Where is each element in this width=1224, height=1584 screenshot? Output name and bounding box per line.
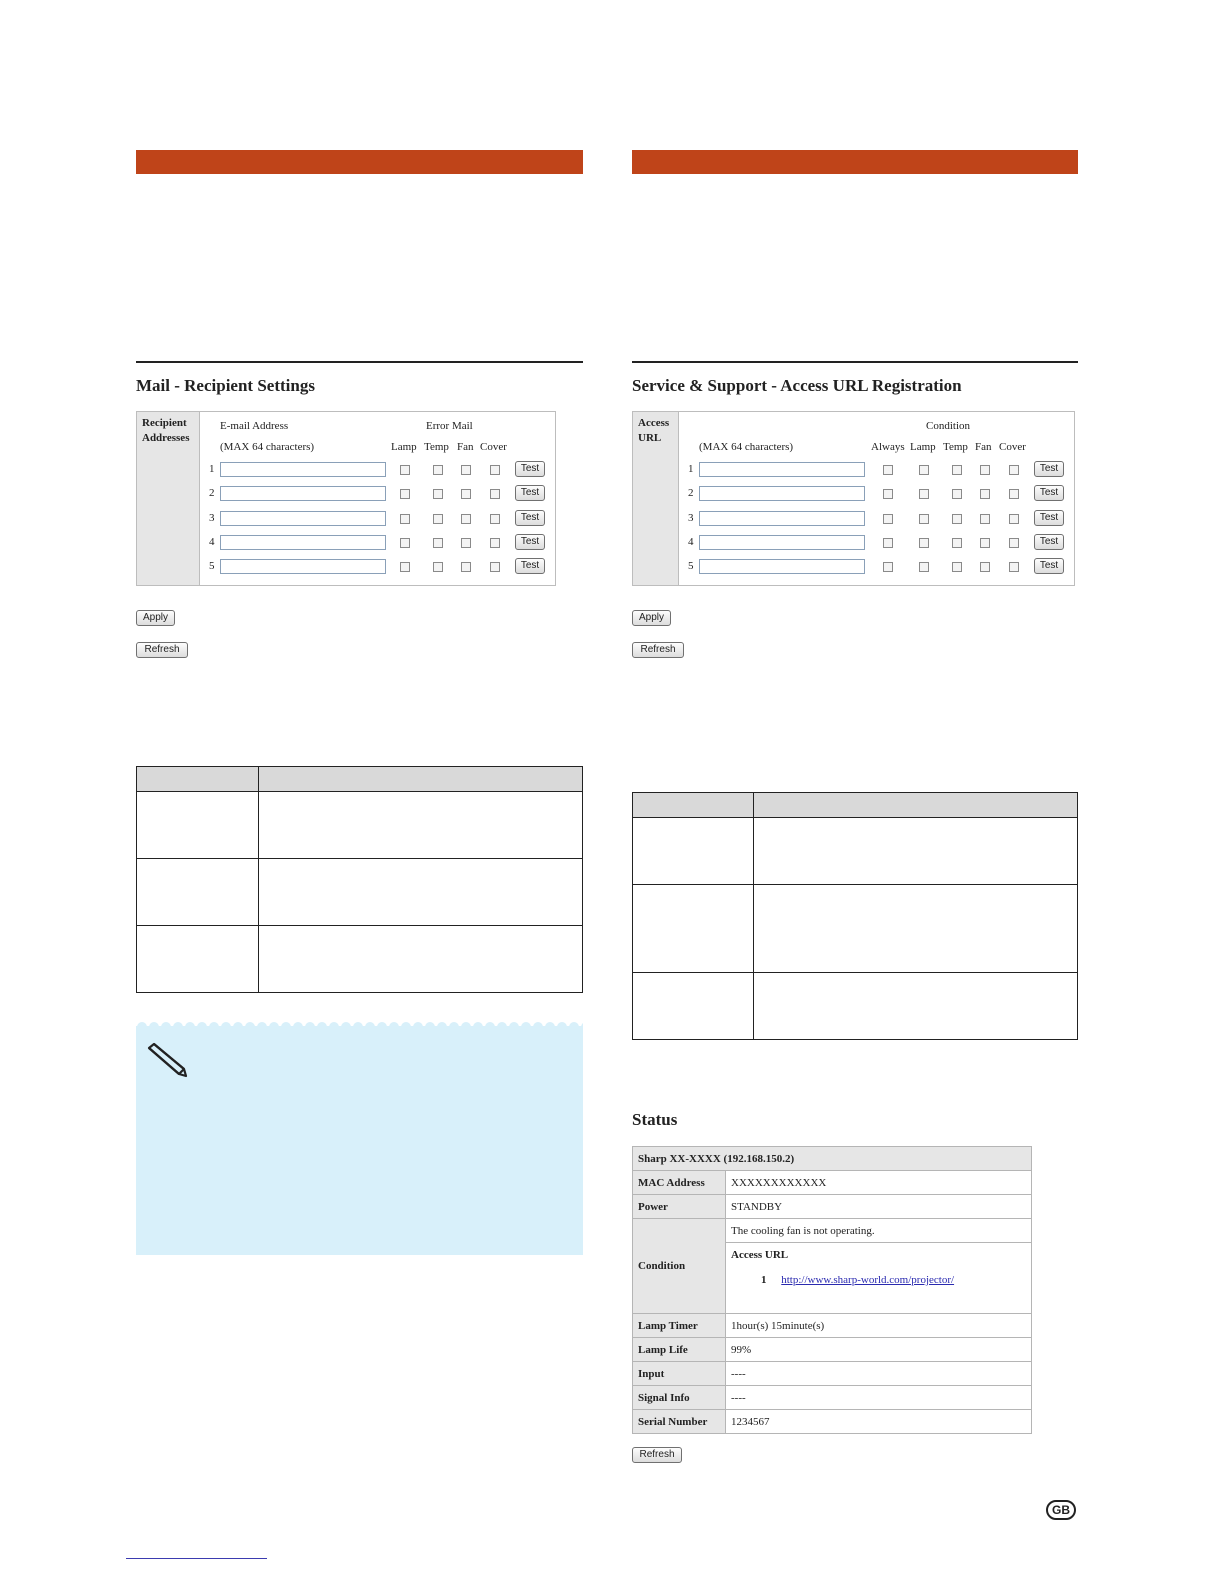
test-button[interactable]: Test (1034, 534, 1064, 550)
test-button[interactable]: Test (515, 558, 545, 574)
condition-checkbox[interactable] (980, 538, 990, 548)
condition-checkbox[interactable] (919, 538, 929, 548)
access-url-panel (632, 411, 1075, 586)
condition-checkbox[interactable] (1009, 538, 1019, 548)
condition-checkbox[interactable] (400, 538, 410, 548)
condition-checkbox[interactable] (461, 514, 471, 524)
email-address-field[interactable] (220, 535, 386, 550)
table-row (633, 1171, 1032, 1195)
table-row (633, 885, 1078, 973)
condition-checkbox[interactable] (980, 562, 990, 572)
table-cell (259, 792, 583, 859)
condition-checkbox[interactable] (461, 562, 471, 572)
table-cell (137, 792, 259, 859)
table-cell (754, 818, 1078, 885)
footer-line (126, 1558, 267, 1559)
lamp-timer-label: Lamp Timer (633, 1314, 726, 1338)
table-row (137, 792, 583, 859)
condition-checkbox[interactable] (433, 489, 443, 499)
condition-checkbox[interactable] (400, 514, 410, 524)
note-box (136, 1026, 583, 1255)
table-row (633, 1219, 1032, 1243)
table-cell (754, 973, 1078, 1040)
test-button[interactable]: Test (1034, 558, 1064, 574)
row-number: 1 (688, 463, 694, 475)
condition-label: Condition (633, 1219, 726, 1314)
email-address-field[interactable] (220, 559, 386, 574)
scallop-band (136, 1026, 583, 1030)
row-number: 1 (209, 463, 215, 475)
power-label: Power (633, 1195, 726, 1219)
right-description-table (632, 792, 1078, 1040)
condition-checkbox[interactable] (400, 489, 410, 499)
status-table (632, 1146, 1032, 1434)
check-column-header: Temp (943, 441, 968, 453)
condition-checkbox[interactable] (952, 538, 962, 548)
access-url-link[interactable]: http://www.sharp-world.com/projector/ (781, 1274, 955, 1286)
table-row (633, 973, 1078, 1040)
row-number: 2 (209, 487, 215, 500)
left-header-bar (136, 150, 583, 174)
test-button[interactable]: Test (515, 534, 545, 550)
status-refresh-button[interactable]: Refresh (632, 1447, 682, 1463)
condition-checkbox[interactable] (461, 538, 471, 548)
condition-checkbox[interactable] (461, 489, 471, 499)
table-cell (633, 973, 754, 1040)
input-value: ---- (726, 1362, 1032, 1386)
lamp-life-label: Lamp Life (633, 1338, 726, 1362)
badge-text: GB (1052, 1503, 1070, 1517)
signal-info-label: Signal Info (633, 1386, 726, 1410)
check-column-header: Cover (999, 441, 1026, 453)
table-header-row (137, 767, 583, 792)
right-refresh-button[interactable]: Refresh (632, 642, 684, 658)
table-row (633, 1147, 1032, 1171)
condition-checkbox[interactable] (1009, 465, 1019, 475)
test-button[interactable]: Test (515, 510, 545, 526)
condition-checkbox[interactable] (883, 514, 893, 524)
serial-number-value: 1234567 (726, 1410, 1032, 1434)
email-column-header: E-mail Address (220, 420, 289, 432)
access-url-field[interactable] (699, 559, 865, 574)
table-cell (137, 926, 259, 993)
table-cell (633, 818, 754, 885)
right-header-bar (632, 150, 1078, 174)
condition-checkbox[interactable] (952, 514, 962, 524)
access-url-field[interactable] (699, 486, 865, 501)
status-title: Status (632, 1110, 678, 1129)
row-number: 5 (209, 560, 215, 573)
check-column-header: Temp (424, 441, 449, 453)
lamp-life-value: 99% (726, 1338, 1032, 1362)
test-button[interactable]: Test (1034, 485, 1064, 501)
table-cell (754, 885, 1078, 973)
email-address-field[interactable] (220, 462, 386, 477)
condition-checkbox[interactable] (490, 489, 500, 499)
access-url-title: Service & Support - Access URL Registration (632, 376, 962, 395)
panel-label-line1: Recipient (142, 417, 187, 429)
test-button[interactable]: Test (1034, 461, 1064, 477)
serial-number-label: Serial Number (633, 1410, 726, 1434)
access-url-field[interactable] (699, 462, 865, 477)
input-label: Input (633, 1362, 726, 1386)
check-column-header: Fan (457, 441, 474, 453)
condition-value: The cooling fan is not operating. (726, 1219, 1032, 1243)
max-chars-note: (MAX 64 characters) (220, 441, 315, 453)
condition-checkbox[interactable] (490, 562, 500, 572)
access-url-cell (726, 1243, 1032, 1314)
left-section-rule (136, 361, 583, 363)
check-column-header: Fan (975, 441, 992, 453)
mac-value: XXXXXXXXXXXX (726, 1171, 1032, 1195)
condition-header: Condition (926, 420, 971, 432)
panel-label-line2: URL (638, 432, 662, 444)
condition-checkbox[interactable] (952, 489, 962, 499)
error-mail-header: Error Mail (426, 420, 473, 432)
condition-checkbox[interactable] (980, 514, 990, 524)
max-chars-note: (MAX 64 characters) (699, 441, 794, 453)
test-button[interactable]: Test (515, 485, 545, 501)
condition-checkbox[interactable] (400, 465, 410, 475)
table-row (633, 1410, 1032, 1434)
note-scallop-edge (136, 1020, 583, 1030)
access-url-label: Access URL (731, 1249, 789, 1261)
table-header-cell (633, 793, 754, 818)
table-row (633, 818, 1078, 885)
access-url-field[interactable] (699, 535, 865, 550)
status-header: Sharp XX-XXXX (192.168.150.2) (633, 1147, 1032, 1171)
language-badge (1046, 1500, 1076, 1520)
lamp-timer-value: 1hour(s) 15minute(s) (726, 1314, 1032, 1338)
row-number: 3 (209, 511, 215, 524)
row-number: 3 (688, 511, 694, 524)
right-section-rule (632, 361, 1078, 363)
table-header-cell (754, 793, 1078, 818)
condition-checkbox[interactable] (1009, 514, 1019, 524)
row-number: 4 (688, 535, 694, 548)
table-row (137, 859, 583, 926)
mail-settings-title: Mail - Recipient Settings (136, 376, 315, 395)
condition-checkbox[interactable] (433, 514, 443, 524)
row-number: 2 (688, 487, 694, 500)
condition-checkbox[interactable] (919, 514, 929, 524)
panel-label (633, 412, 679, 585)
mac-label: MAC Address (633, 1171, 726, 1195)
power-value: STANDBY (726, 1195, 1032, 1219)
table-row (633, 1362, 1032, 1386)
left-apply-button[interactable]: Apply (136, 610, 175, 626)
email-address-field[interactable] (220, 511, 386, 526)
table-cell (633, 885, 754, 973)
condition-checkbox[interactable] (490, 514, 500, 524)
table-row (633, 1314, 1032, 1338)
left-description-table (136, 766, 583, 993)
access-url-field[interactable] (699, 511, 865, 526)
table-row (633, 1195, 1032, 1219)
condition-checkbox[interactable] (400, 562, 410, 572)
condition-checkbox[interactable] (952, 465, 962, 475)
check-column-header: Lamp (910, 441, 936, 453)
panel-label-line2: Addresses (142, 432, 190, 444)
check-column-header: Lamp (391, 441, 417, 453)
condition-checkbox[interactable] (980, 489, 990, 499)
email-address-field[interactable] (220, 486, 386, 501)
condition-checkbox[interactable] (883, 465, 893, 475)
signal-info-value: ---- (726, 1386, 1032, 1410)
pencil-icon (144, 1042, 190, 1078)
row-number: 5 (688, 560, 694, 573)
condition-checkbox[interactable] (919, 562, 929, 572)
condition-checkbox[interactable] (883, 538, 893, 548)
test-button[interactable]: Test (1034, 510, 1064, 526)
table-cell (259, 926, 583, 993)
left-refresh-button[interactable]: Refresh (136, 642, 188, 658)
condition-checkbox[interactable] (883, 489, 893, 499)
condition-checkbox[interactable] (980, 465, 990, 475)
condition-checkbox[interactable] (919, 489, 929, 499)
panel-label-line1: Access (638, 417, 670, 429)
right-apply-button[interactable]: Apply (632, 610, 671, 626)
condition-checkbox[interactable] (919, 465, 929, 475)
table-cell (259, 859, 583, 926)
condition-checkbox[interactable] (433, 538, 443, 548)
condition-checkbox[interactable] (952, 562, 962, 572)
table-header-cell (259, 767, 583, 792)
mail-recipient-panel (136, 411, 556, 586)
condition-checkbox[interactable] (433, 562, 443, 572)
access-url-index: 1 (761, 1274, 767, 1286)
table-row (633, 1338, 1032, 1362)
row-number: 4 (209, 535, 215, 548)
table-header-row (633, 793, 1078, 818)
condition-checkbox[interactable] (461, 465, 471, 475)
check-column-header: Always (871, 441, 905, 453)
panel-label (137, 412, 200, 585)
table-row (633, 1386, 1032, 1410)
test-button[interactable]: Test (515, 461, 545, 477)
table-row (137, 926, 583, 993)
condition-checkbox[interactable] (490, 465, 500, 475)
condition-checkbox[interactable] (1009, 489, 1019, 499)
table-cell (137, 859, 259, 926)
condition-checkbox[interactable] (433, 465, 443, 475)
condition-checkbox[interactable] (883, 562, 893, 572)
table-header-cell (137, 767, 259, 792)
condition-checkbox[interactable] (1009, 562, 1019, 572)
check-column-header: Cover (480, 441, 507, 453)
condition-checkbox[interactable] (490, 538, 500, 548)
